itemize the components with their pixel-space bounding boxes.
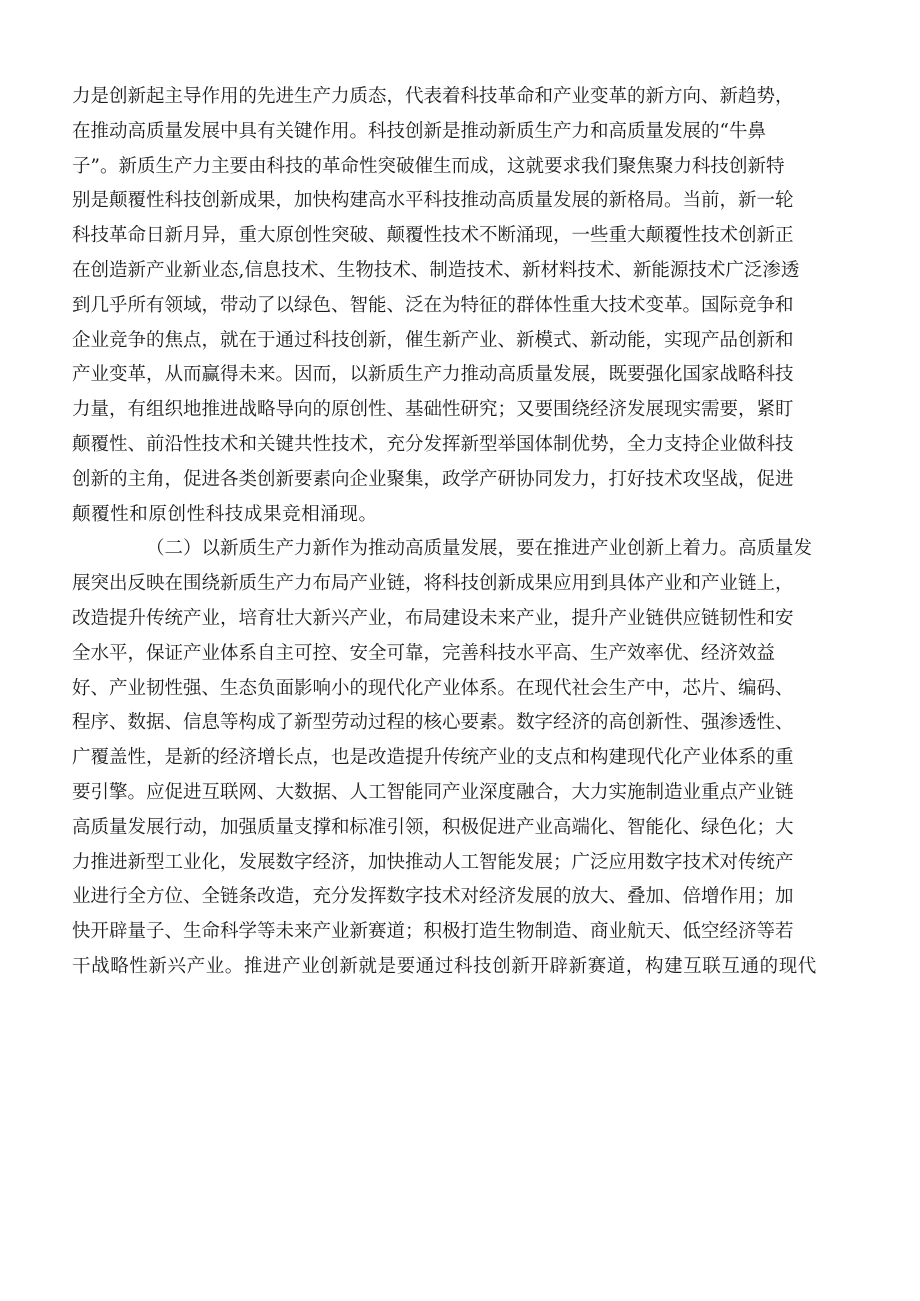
text-line: 快开辟量子、生命科学等未来产业新赛道；积极打造生物制造、商业航天、低空经济等若 <box>72 921 794 943</box>
text-line: 创新的主角，促进各类创新要素向企业聚集，政学产研协同发力，打好技术攻坚战，促进 <box>72 468 794 490</box>
text-line: 改造提升传统产业，培育壮大新兴产业，布局建设未来产业，提升产业链供应链韧性和安 <box>72 607 794 629</box>
text-line: 全水平，保证产业体系自主可控、安全可靠，完善科技水平高、生产效率优、经济效益 <box>72 642 776 664</box>
text-line: 到几乎所有领域，带动了以绿色、智能、泛在为特征的群体性重大技术变革。国际竞争和 <box>72 294 794 316</box>
text-line: 力量，有组织地推进战略导向的原创性、基础性研究；又要围绕经济发展现实需要，紧盯 <box>72 399 794 421</box>
text-line: 干战略性新兴产业。推进产业创新就是要通过科技创新开辟新赛道，构建互联互通的现代 <box>72 955 817 977</box>
paragraph-1 <box>72 80 862 532</box>
text-line: 产业变革，从而赢得未来。因而，以新质生产力推动高质量发展，既要强化国家战略科技 <box>72 364 794 386</box>
text-line: 子”。新质生产力主要由科技的革命性突破催生而成，这就要求我们聚焦聚力科技创新特 <box>72 155 785 177</box>
text-line: 在创造新产业新业态,信息技术、生物技术、制造技术、新材料技术、新能源技术广泛渗透 <box>72 259 800 281</box>
text-line: 在推动高质量发展中具有关键作用。科技创新是推动新质生产力和高质量发展的“牛鼻 <box>72 120 766 142</box>
text-line: 颠覆性、前沿性技术和关键共性技术，充分发挥新型举国体制优势，全力支持企业做科技 <box>72 433 794 455</box>
text-line: 程序、数据、信息等构成了新型劳动过程的核心要素。数字经济的高创新性、强渗透性、 <box>72 712 794 734</box>
text-line: 别是颠覆性科技创新成果，加快构建高水平科技推动高质量发展的新格局。当前，新一轮 <box>72 190 794 212</box>
paragraph-2 <box>72 532 862 984</box>
text-line: 广覆盖性，是新的经济增长点，也是改造提升传统产业的支点和构建现代化产业体系的重 <box>72 747 794 769</box>
text-line: 企业竞争的焦点，就在于通过科技创新，催生新产业、新模式、新动能，实现产品创新和 <box>72 329 794 351</box>
text-line: 要引擎。应促进互联网、大数据、人工智能同产业深度融合，大力实施制造业重点产业链 <box>72 781 794 803</box>
document-page <box>72 80 862 985</box>
text-line: 高质量发展行动，加强质量支撑和标准引领，积极促进产业高端化、智能化、绿色化；大 <box>72 816 794 838</box>
text-line: 颠覆性和原创性科技成果竞相涌现。 <box>72 503 378 525</box>
text-line: 好、产业韧性强、生态负面影响小的现代化产业体系。在现代社会生产中，芯片、编码、 <box>72 677 794 699</box>
text-line: 业进行全方位、全链条改造，充分发挥数字技术对经济发展的放大、叠加、倍增作用；加 <box>72 886 794 908</box>
text-line: 展突出反映在围绕新质生产力布局产业链，将科技创新成果应用到具体产业和产业链上， <box>72 573 794 595</box>
text-line: 科技革命日新月异，重大原创性突破、颠覆性技术不断涌现，一些重大颠覆性技术创新正 <box>72 225 794 247</box>
text-line: 力推进新型工业化，发展数字经济，加快推动人工智能发展；广泛应用数字技术对传统产 <box>72 851 794 873</box>
text-line: （二）以新质生产力新作为推动高质量发展，要在推进产业创新上着力。高质量发 <box>146 538 813 560</box>
text-line: 力是创新起主导作用的先进生产力质态，代表着科技革命和产业变革的新方向、新趋势， <box>72 86 794 107</box>
